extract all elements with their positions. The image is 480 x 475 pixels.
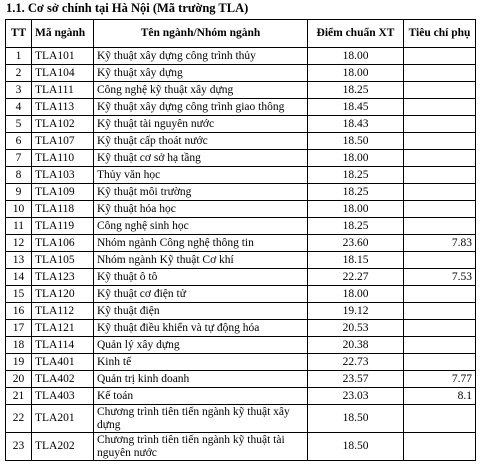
cell-sub — [404, 337, 476, 354]
cell-sub — [404, 320, 476, 337]
cell-code: TLA110 — [32, 150, 94, 167]
cell-tt: 10 — [6, 201, 32, 218]
cell-code: TLA109 — [32, 184, 94, 201]
cell-tt: 21 — [6, 388, 32, 405]
cell-name: Kỹ thuật cơ điện tử — [94, 286, 308, 303]
table-row — [6, 252, 476, 269]
cell-sub — [404, 252, 476, 269]
cell-tt: 9 — [6, 184, 32, 201]
table-row — [6, 99, 476, 116]
cell-name: Nhóm ngành Công nghệ thông tin — [94, 235, 308, 252]
table-row — [6, 65, 476, 82]
cell-sub: 7.53 — [404, 269, 476, 286]
cell-score: 18.50 — [308, 433, 404, 461]
table-header-row — [6, 20, 476, 48]
cell-score: 18.50 — [308, 405, 404, 433]
cell-name: Kỹ thuật môi trường — [94, 184, 308, 201]
cell-score: 18.25 — [308, 218, 404, 235]
cell-tt: 12 — [6, 235, 32, 252]
cell-name: Kỹ thuật tài nguyên nước — [94, 116, 308, 133]
cell-score: 18.50 — [308, 133, 404, 150]
cell-name: Quản lý xây dựng — [94, 337, 308, 354]
cell-sub — [404, 167, 476, 184]
cell-name: Chương trình tiên tiến ngành kỹ thuật xây dựng — [94, 405, 308, 433]
cell-tt: 14 — [6, 269, 32, 286]
cell-code: TLA401 — [32, 354, 94, 371]
cell-name: Thủy văn học — [94, 167, 308, 184]
table-row — [6, 337, 476, 354]
cell-tt: 18 — [6, 337, 32, 354]
cell-code: TLA103 — [32, 167, 94, 184]
cell-name: Kỹ thuật cơ sở hạ tầng — [94, 150, 308, 167]
cell-tt: 11 — [6, 218, 32, 235]
cell-code: TLA102 — [32, 116, 94, 133]
cell-score: 18.25 — [308, 82, 404, 99]
cell-code: TLA106 — [32, 235, 94, 252]
cell-code: TLA101 — [32, 48, 94, 65]
table-row — [6, 48, 476, 65]
cell-tt: 5 — [6, 116, 32, 133]
cell-score: 18.15 — [308, 252, 404, 269]
cell-sub — [404, 133, 476, 150]
cell-code: TLA113 — [32, 99, 94, 116]
cell-code: TLA107 — [32, 133, 94, 150]
table-row — [6, 235, 476, 252]
cell-tt: 7 — [6, 150, 32, 167]
table-row — [6, 116, 476, 133]
cell-tt: 13 — [6, 252, 32, 269]
cell-name: Quản trị kinh doanh — [94, 371, 308, 388]
cell-score: 18.43 — [308, 116, 404, 133]
cell-score: 18.45 — [308, 99, 404, 116]
cell-score: 23.60 — [308, 235, 404, 252]
cell-code: TLA104 — [32, 65, 94, 82]
cell-code: TLA202 — [32, 433, 94, 461]
cell-score: 18.00 — [308, 201, 404, 218]
cell-code: TLA111 — [32, 82, 94, 99]
cell-score: 22.27 — [308, 269, 404, 286]
table-row — [6, 133, 476, 150]
table-row — [6, 201, 476, 218]
cell-sub — [404, 218, 476, 235]
cell-code: TLA114 — [32, 337, 94, 354]
cell-score: 23.03 — [308, 388, 404, 405]
cell-tt: 4 — [6, 99, 32, 116]
cell-name: Kỹ thuật xây dựng công trình thủy — [94, 48, 308, 65]
cell-tt: 19 — [6, 354, 32, 371]
table-row — [6, 269, 476, 286]
cell-sub — [404, 48, 476, 65]
cell-name: Kinh tế — [94, 354, 308, 371]
table-row — [6, 303, 476, 320]
cell-tt: 20 — [6, 371, 32, 388]
cell-score: 18.00 — [308, 286, 404, 303]
cell-tt: 8 — [6, 167, 32, 184]
admission-scores-table — [5, 19, 476, 461]
cell-tt: 3 — [6, 82, 32, 99]
cell-score: 19.12 — [308, 303, 404, 320]
cell-code: TLA201 — [32, 405, 94, 433]
cell-name: Kỹ thuật xây dựng — [94, 65, 308, 82]
cell-score: 22.73 — [308, 354, 404, 371]
cell-tt: 16 — [6, 303, 32, 320]
cell-name: Chương trình tiên tiến ngành kỹ thuật tài nguyên nước — [94, 433, 308, 461]
cell-name: Kỹ thuật điều khiển và tự động hóa — [94, 320, 308, 337]
cell-score: 18.00 — [308, 48, 404, 65]
cell-score: 18.00 — [308, 150, 404, 167]
table-row — [6, 371, 476, 388]
column-header-tt: TT — [6, 20, 32, 48]
cell-sub — [404, 116, 476, 133]
table-row — [6, 388, 476, 405]
cell-name: Nhóm ngành Kỹ thuật Cơ khí — [94, 252, 308, 269]
cell-code: TLA123 — [32, 269, 94, 286]
cell-code: TLA118 — [32, 201, 94, 218]
cell-tt: 2 — [6, 65, 32, 82]
table-row — [6, 354, 476, 371]
cell-code: TLA121 — [32, 320, 94, 337]
cell-score: 18.25 — [308, 184, 404, 201]
table-row — [6, 320, 476, 337]
cell-sub: 8.1 — [404, 388, 476, 405]
cell-name: Kỹ thuật xây dựng công trình giao thông — [94, 99, 308, 116]
cell-score: 18.00 — [308, 65, 404, 82]
section-heading: 1.1. Cơ sở chính tại Hà Nội (Mã trường TLA) — [6, 1, 249, 15]
table-row — [6, 184, 476, 201]
cell-sub — [404, 405, 476, 433]
cell-score: 23.57 — [308, 371, 404, 388]
cell-sub — [404, 201, 476, 218]
cell-sub — [404, 150, 476, 167]
column-header-name: Tên ngành/Nhóm ngành — [94, 20, 308, 48]
table-row — [6, 150, 476, 167]
column-header-sub: Tiêu chí phụ — [404, 20, 476, 48]
cell-sub — [404, 65, 476, 82]
cell-name: Kỹ thuật hóa học — [94, 201, 308, 218]
cell-code: TLA112 — [32, 303, 94, 320]
cell-score: 20.38 — [308, 337, 404, 354]
cell-sub — [404, 354, 476, 371]
cell-sub — [404, 433, 476, 461]
cell-name: Kỹ thuật cấp thoát nước — [94, 133, 308, 150]
table-row — [6, 286, 476, 303]
table-body — [6, 48, 476, 461]
cell-sub — [404, 99, 476, 116]
cell-code: TLA105 — [32, 252, 94, 269]
cell-tt: 1 — [6, 48, 32, 65]
cell-tt: 17 — [6, 320, 32, 337]
cell-name: Kỹ thuật ô tô — [94, 269, 308, 286]
cell-tt: 23 — [6, 433, 32, 461]
table-row — [6, 82, 476, 99]
cell-sub — [404, 303, 476, 320]
cell-score: 20.53 — [308, 320, 404, 337]
cell-sub: 7.77 — [404, 371, 476, 388]
cell-sub — [404, 184, 476, 201]
cell-code: TLA402 — [32, 371, 94, 388]
cell-code: TLA119 — [32, 218, 94, 235]
cell-code: TLA403 — [32, 388, 94, 405]
cell-tt: 22 — [6, 405, 32, 433]
cell-tt: 15 — [6, 286, 32, 303]
cell-name: Kỹ thuật điện — [94, 303, 308, 320]
cell-name: Công nghệ kỹ thuật xây dựng — [94, 82, 308, 99]
cell-tt: 6 — [6, 133, 32, 150]
cell-sub — [404, 82, 476, 99]
column-header-code: Mã ngành — [32, 20, 94, 48]
cell-name: Kế toán — [94, 388, 308, 405]
cell-score: 18.25 — [308, 167, 404, 184]
table-row — [6, 218, 476, 235]
table-row — [6, 405, 476, 433]
cell-sub: 7.83 — [404, 235, 476, 252]
cell-code: TLA120 — [32, 286, 94, 303]
cell-name: Công nghệ sinh học — [94, 218, 308, 235]
column-header-score: Điểm chuẩn XT — [308, 20, 404, 48]
table-row — [6, 167, 476, 184]
cell-sub — [404, 286, 476, 303]
table-row — [6, 433, 476, 461]
